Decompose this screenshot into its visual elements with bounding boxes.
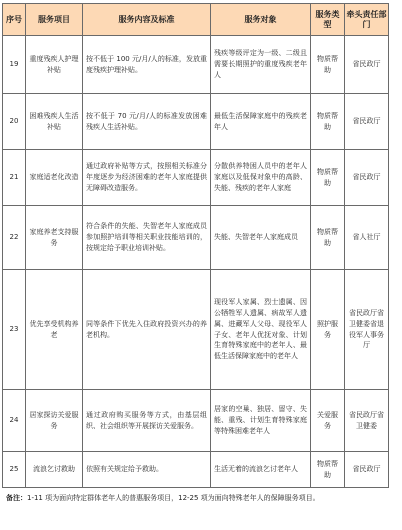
row-content: 按不低于 100 元/月/人的标准，发放重度残疾护理补贴。 bbox=[83, 36, 211, 94]
row-type: 关爱服务 bbox=[311, 390, 345, 452]
row-no: 20 bbox=[3, 94, 26, 150]
row-item: 居家探访关爱服务 bbox=[26, 390, 83, 452]
services-table bbox=[2, 3, 389, 488]
row-dept: 省民政厅 bbox=[345, 150, 389, 206]
row-item: 优先享受机构养老 bbox=[26, 270, 83, 390]
table-row bbox=[3, 270, 389, 390]
note-label: 备注： bbox=[6, 494, 27, 502]
row-target: 分散供养特困人员中的老年人家庭以及低保对象中的高龄、失能、残疾的老年人家庭 bbox=[211, 150, 311, 206]
header-type: 服务类型 bbox=[311, 4, 345, 36]
table-row bbox=[3, 452, 389, 488]
header-row bbox=[3, 4, 389, 36]
header-no: 序号 bbox=[3, 4, 26, 36]
header-content: 服务内容及标准 bbox=[83, 4, 211, 36]
row-dept: 省民政厅 bbox=[345, 452, 389, 488]
row-dept: 省民政厅省卫健委 bbox=[345, 390, 389, 452]
table-row bbox=[3, 36, 389, 94]
row-item: 困难残疾人生活补贴 bbox=[26, 94, 83, 150]
row-item: 家庭适老化改造 bbox=[26, 150, 83, 206]
table-row bbox=[3, 150, 389, 206]
note-text: 1-11 项为面向特定群体老年人的普惠服务项目，12-25 项为面向特殊老年人的保障服务项目。 bbox=[27, 494, 320, 502]
row-no: 19 bbox=[3, 36, 26, 94]
row-item: 家庭养老支持服务 bbox=[26, 206, 83, 270]
row-item: 流浪乞讨救助 bbox=[26, 452, 83, 488]
row-target: 最低生活保障家庭中的残疾老年人 bbox=[211, 94, 311, 150]
row-no: 24 bbox=[3, 390, 26, 452]
row-content: 通过政府补贴等方式，按照相关标准分年度逐步为经济困难的老年人家庭提供无障碍改造服务。 bbox=[83, 150, 211, 206]
row-content: 通过政府购买服务等方式，由基层组织、社会组织等开展探访关爱服务。 bbox=[83, 390, 211, 452]
table-row bbox=[3, 390, 389, 452]
table-row bbox=[3, 94, 389, 150]
row-content: 依照有关规定给予救助。 bbox=[83, 452, 211, 488]
row-target: 现役军人家属、烈士遗属、因公牺牲军人遗属、病故军人遗属、进藏军人父母、现役军人子女、老年人优抚对象、计划生育特殊家庭中的老年人、最低生活保障家庭中的老年人 bbox=[211, 270, 311, 390]
row-type: 照护服务 bbox=[311, 270, 345, 390]
row-item: 重度残疾人护理补贴 bbox=[26, 36, 83, 94]
row-target: 失能、失智老年人家庭成员 bbox=[211, 206, 311, 270]
row-no: 22 bbox=[3, 206, 26, 270]
row-content: 按不低于 70 元/月/人的标准发放困难残疾人生活补贴。 bbox=[83, 94, 211, 150]
row-no: 25 bbox=[3, 452, 26, 488]
row-type: 物质帮助 bbox=[311, 36, 345, 94]
row-content: 同等条件下优先入住政府投资兴办的养老机构。 bbox=[83, 270, 211, 390]
row-dept: 省人社厅 bbox=[345, 206, 389, 270]
row-type: 物质帮助 bbox=[311, 94, 345, 150]
row-no: 23 bbox=[3, 270, 26, 390]
row-dept: 省民政厅省卫健委省退役军人事务厅 bbox=[345, 270, 389, 390]
row-dept: 省民政厅 bbox=[345, 36, 389, 94]
row-content: 符合条件的失能、失智老年人家庭成员参加照护培训等相关职业技能培训的，按规定给予职业培训补贴。 bbox=[83, 206, 211, 270]
header-target: 服务对象 bbox=[211, 4, 311, 36]
row-target: 残疾等级评定为一级、二级且需要长期照护的重度残疾老年人 bbox=[211, 36, 311, 94]
header-item: 服务项目 bbox=[26, 4, 83, 36]
row-type: 物质帮助 bbox=[311, 150, 345, 206]
row-type: 物质帮助 bbox=[311, 452, 345, 488]
row-dept: 省民政厅 bbox=[345, 94, 389, 150]
row-no: 21 bbox=[3, 150, 26, 206]
row-target: 居家的空巢、独居、留守、失能、重残、计划生育特殊家庭等特殊困难老年人 bbox=[211, 390, 311, 452]
row-type: 物质帮助 bbox=[311, 206, 345, 270]
table-note bbox=[6, 492, 386, 505]
header-dept: 牵头责任部门 bbox=[345, 4, 389, 36]
table-row bbox=[3, 206, 389, 270]
row-target: 生活无着的流浪乞讨老年人 bbox=[211, 452, 311, 488]
